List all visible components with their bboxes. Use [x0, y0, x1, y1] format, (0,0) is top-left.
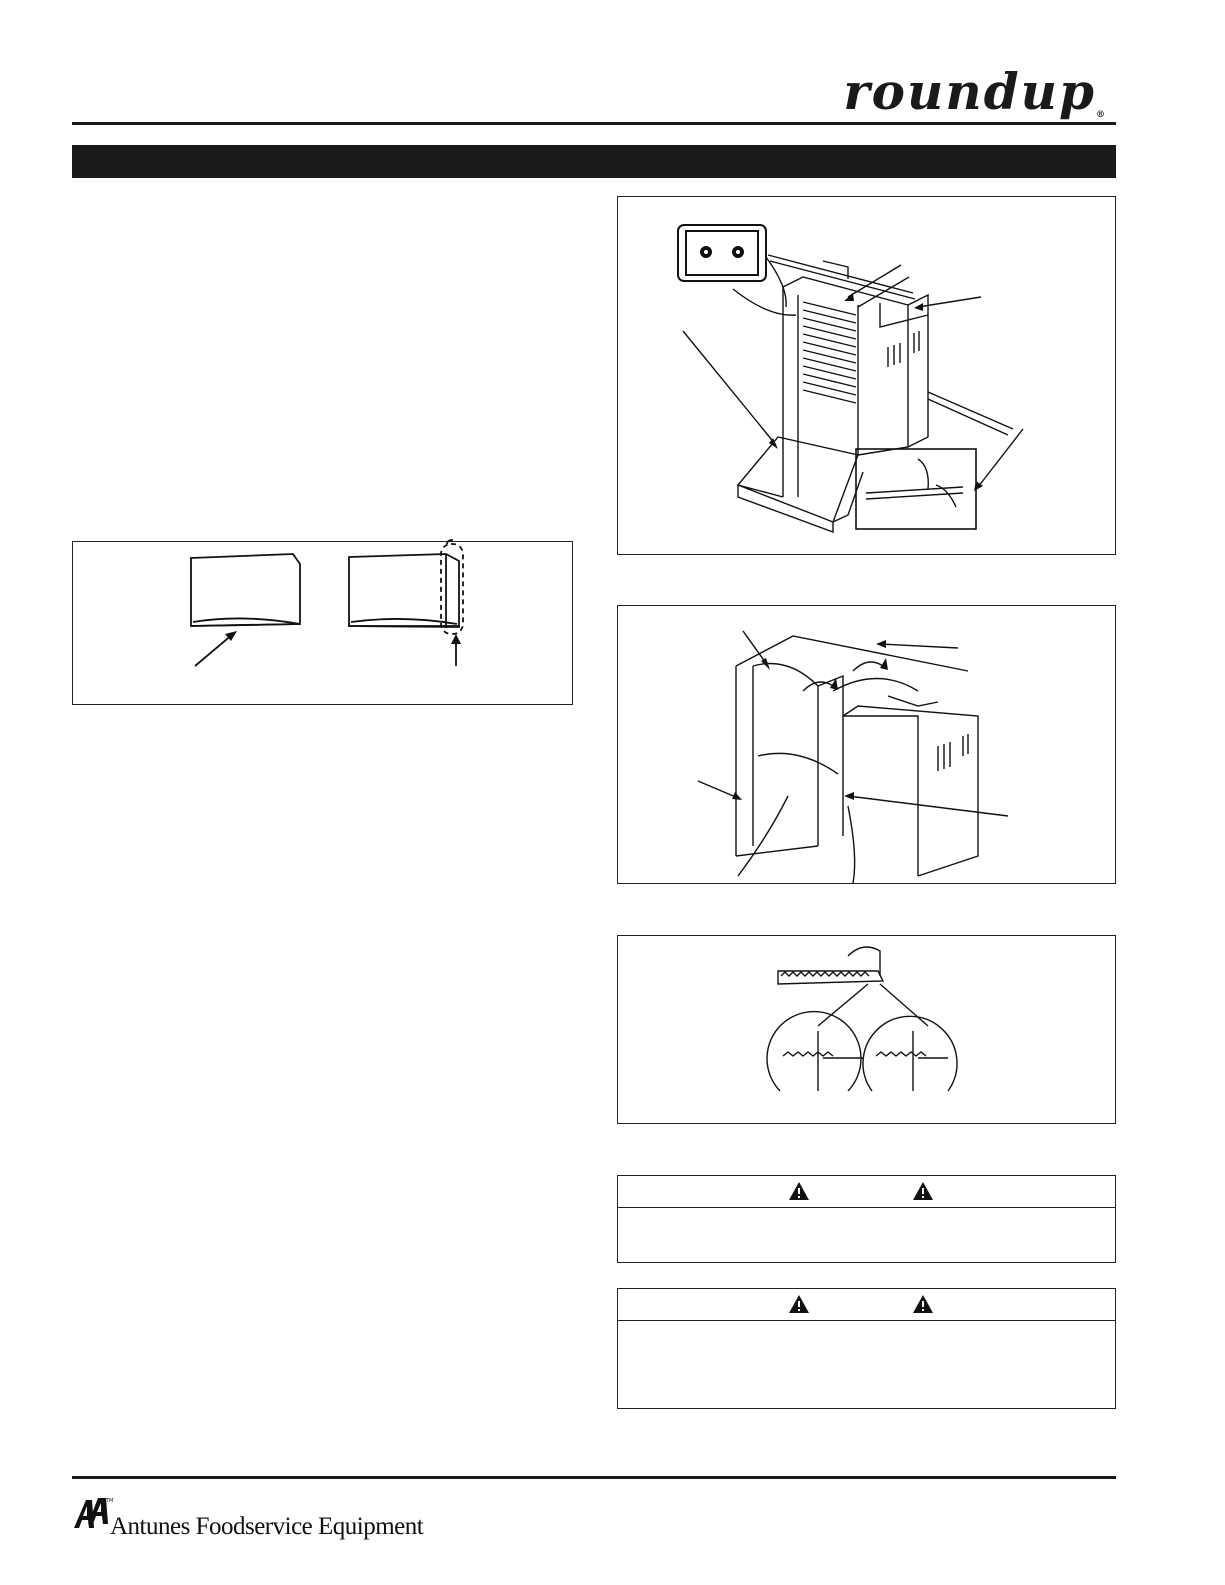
belt-teeth-detail-illustration-icon [618, 936, 1115, 1123]
antunes-logo-icon [72, 1494, 112, 1530]
warning-triangle-icon [912, 1181, 934, 1201]
warning-header [618, 1289, 1115, 1321]
belt-teeth-detail-figure [617, 935, 1116, 1124]
warning-triangle-icon [912, 1294, 934, 1314]
toaster-machine-illustration-icon [618, 197, 1115, 554]
company-name: Antunes Foodservice Equipment [110, 1513, 424, 1540]
warning-triangle-icon [788, 1181, 810, 1201]
bag-fold-figure [72, 541, 573, 705]
brand-logo [843, 62, 1107, 121]
warning-triangle-icon [788, 1294, 810, 1314]
section-title-bar [72, 145, 1116, 178]
warning-header [618, 1176, 1115, 1208]
svg-text:TM: TM [106, 1498, 114, 1504]
brand-name: roundup [843, 62, 1096, 121]
footer-rule [72, 1476, 1116, 1479]
belt-installation-figure [617, 605, 1116, 884]
bag-fold-diagram-icon [73, 542, 572, 704]
belt-install-illustration-icon [618, 606, 1115, 883]
header-rule [72, 122, 1116, 125]
machine-overview-figure [617, 196, 1116, 555]
warning-box-2 [617, 1288, 1116, 1409]
warning-box-1 [617, 1175, 1116, 1263]
registered-mark: ® [1096, 110, 1107, 120]
